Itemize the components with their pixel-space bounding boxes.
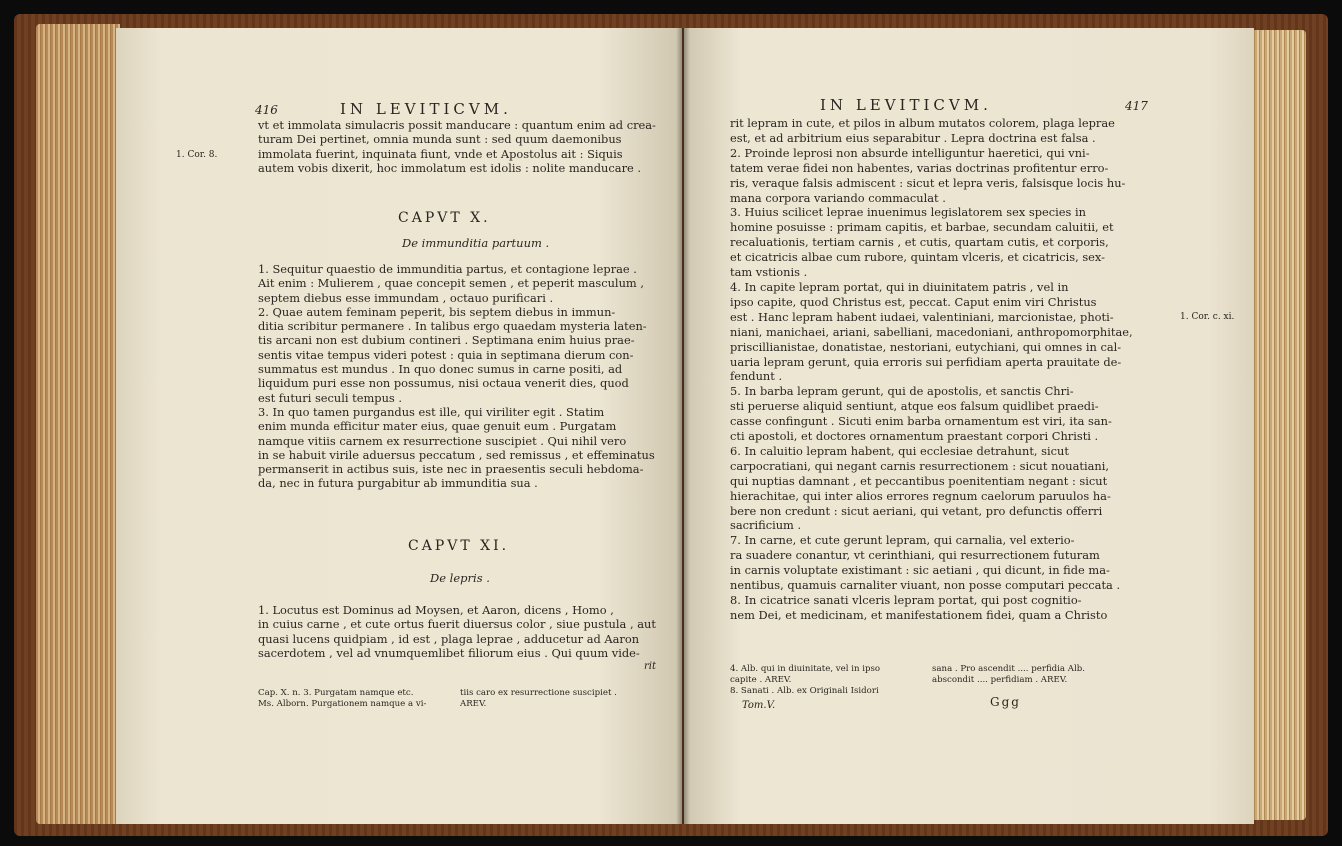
text-line: septem diebus esse immundam , octauo purificari . — [258, 290, 554, 305]
left-footnotes-col1 — [258, 688, 426, 710]
left-running-head: IN LEVITICVM. — [340, 100, 512, 118]
left-catchword: rit — [644, 661, 656, 672]
text-line: tis arcani non est dubium contineri . Septimana enim huius prae- — [258, 333, 635, 348]
footnote-line: 4. Alb. qui in diuinitate, vel in ipso — [730, 664, 881, 674]
text-line: nentibus, quamuis carnaliter viuant, non posse computari peccata . — [730, 578, 1121, 593]
text-line: nem Dei, et medicinam, et manifestationem fidei, quam a Christo — [730, 607, 1108, 622]
left-margin-reference: 1. Cor. 8. — [176, 150, 218, 160]
text-line: Ait enim : Mulierem , quae concepit semen , et peperit masculum , — [258, 276, 644, 291]
text-line: qui nuptias damnant , et peccantibus poenitentiam negant : sicut — [730, 473, 1108, 488]
text-line: 1. Locutus est Dominus ad Moysen, et Aaron, dicens , Homo , — [258, 603, 614, 617]
text-line: in cuius carne , et cute ortus fuerit diuersus color , siue pustula , aut — [258, 617, 656, 632]
right-running-head: IN LEVITICVM. — [820, 96, 992, 114]
text-line: vt et immolata simulacris possit manducare : quantum enim ad crea- — [258, 118, 656, 132]
chapter-x-subtitle: De immunditia partuum . — [402, 236, 550, 250]
text-line: in carnis voluptate existimant : sic aetiani , qui dicunt, in fide ma- — [730, 563, 1110, 578]
footnote-line: capite . AREV. — [730, 675, 792, 685]
chapter-xi-body — [258, 603, 674, 660]
text-line: carpocratiani, qui negant carnis resurrectionem : sicut nouatiani, — [730, 458, 1110, 473]
text-line: turam Dei pertinet, omnia munda sunt : sed quum daemonibus — [258, 132, 622, 147]
footnote-line: Ms. Alborn. Purgationem namque a vi- — [258, 699, 427, 709]
footnote-line: sana . Pro ascendit .... perfidia Alb. — [932, 664, 1085, 674]
chapter-x-heading: CAPVT X. — [398, 210, 491, 226]
text-line: homine posuisse : primam capitis, et barbae, secundam caluitii, et — [730, 220, 1114, 235]
text-line: est futuri seculi tempus . — [258, 390, 403, 405]
text-line: sacerdotem , vel ad vnumquemlibet filiorum eius . Qui quum vide- — [258, 645, 640, 660]
left-footnotes-col2 — [460, 688, 617, 710]
text-line: 7. In carne, et cute gerunt lepram, qui carnalia, vel exterio- — [730, 533, 1075, 548]
text-line: sacrificium . — [730, 518, 802, 533]
text-line: namque vitiis carnem ex resurrectione suscipiet . Qui nihil vero — [258, 433, 627, 448]
text-line: 2. Proinde leprosi non absurde intelliguntur haeretici, qui vni- — [730, 145, 1090, 160]
text-line: ris, veraque falsis admiscent : sicut et lepra veris, falsisque locis hu- — [730, 175, 1126, 190]
text-line: casse confingunt . Sicuti enim barba ornamentum est viri, ita san- — [730, 414, 1112, 429]
text-line: 6. In caluitio lepram habent, qui ecclesiae detrahunt, sicut — [730, 443, 1069, 458]
text-line: ditia scribitur permanere . In talibus ergo quaedam mysteria laten- — [258, 319, 647, 334]
volume-mark: Tom.V. — [742, 700, 776, 711]
text-line: 1. Sequitur quaestio de immunditia partus, et contagione leprae . — [258, 262, 637, 276]
text-line: 8. In cicatrice sanati vlceris lepram portat, qui post cognitio- — [730, 593, 1082, 607]
text-line: niani, manichaei, ariani, sabelliani, macedoniani, anthropomorphitae, — [730, 324, 1133, 339]
footnote-line: 8. Sanati . Alb. ex Originali Isidori — [730, 686, 879, 696]
text-line: 2. Quae autem feminam peperit, bis septem diebus in immun- — [258, 304, 616, 319]
text-line: liquidum puri esse non possumus, nisi octaua venerit dies, quod — [258, 376, 629, 391]
right-footnotes-col2 — [932, 664, 1085, 686]
text-line: hierachitae, qui inter alios errores regnum caelorum paruulos ha- — [730, 488, 1111, 503]
text-line: ipso capite, quod Christus est, peccat. Caput enim viri Christus — [730, 294, 1097, 309]
text-line: 4. In capite lepram portat, qui in diuinitatem patris , vel in — [730, 279, 1069, 294]
text-line: bere non credunt : sicut aeriani, qui vetant, pro defunctis offerri — [730, 503, 1103, 518]
text-line: sentis vitae tempus videri potest : quia in septimana dierum con- — [258, 347, 634, 362]
text-line: autem vobis dixerit, hoc immolatum est idolis : nolite manducare . — [258, 160, 641, 175]
text-line: cti apostoli, et doctores ornamentum praestant corpori Christi . — [730, 429, 1099, 444]
text-line: rit lepram in cute, et pilos in album mutatos colorem, plaga leprae — [730, 116, 1115, 130]
signature-mark: Ggg — [990, 695, 1021, 709]
left-page-edges — [36, 24, 120, 824]
footnote-line: AREV. — [460, 699, 487, 709]
text-line: ra suadere conantur, vt cerinthiani, qui resurrectionem futuram — [730, 548, 1100, 563]
footnote-line: Cap. X. n. 3. Purgatam namque etc. — [258, 688, 414, 698]
right-page-body — [730, 116, 1172, 623]
text-line: 3. Huius scilicet leprae inuenimus legislatorem sex species in — [730, 205, 1086, 220]
book-gutter — [676, 28, 690, 824]
right-footnotes-col1 — [730, 664, 880, 697]
text-line: recaluationis, tertiam carnis , et cutis, quartam cutis, et corporis, — [730, 235, 1109, 250]
text-line: tatem verae fidei non habentes, varias doctrinas profitentur erro- — [730, 160, 1109, 175]
text-line: tam vstionis . — [730, 265, 808, 280]
chapter-xi-subtitle: De lepris . — [430, 571, 490, 585]
text-line: fendunt . — [730, 369, 783, 384]
text-line: da, nec in futura purgabitur ab immunditia sua . — [258, 476, 538, 491]
text-line: quasi lucens quidpiam , id est , plaga leprae , adducetur ad Aaron — [258, 631, 640, 646]
text-line: immolata fuerint, inquinata fiunt, vnde et Apostolus ait : Siquis — [258, 146, 623, 161]
text-line: mana corpora variando commaculat . — [730, 190, 946, 205]
text-line: summatus est mundus . In quo donec sumus in carne positi, ad — [258, 362, 623, 377]
left-page-number: 416 — [255, 103, 278, 117]
chapter-xi-heading: CAPVT XI. — [408, 538, 510, 554]
text-line: permanserit in actibus suis, iste nec in praesentis seculi hebdoma- — [258, 462, 644, 477]
text-line: 5. In barba lepram gerunt, qui de apostolis, et sanctis Chri- — [730, 384, 1074, 399]
footnote-line: tiis caro ex resurrectione suscipiet . — [460, 688, 617, 698]
text-line: est . Hanc lepram habent iudaei, valentiniani, marcionistae, photi- — [730, 309, 1114, 324]
left-intro-text — [258, 118, 674, 175]
right-margin-reference: 1. Cor. c. xi. — [1180, 312, 1235, 322]
text-line: in se habuit virile aduersus peccatum , sed remissus , et effeminatus — [258, 447, 655, 462]
text-line: priscillianistae, donatistae, nestoriani, eutychiani, qui omnes in cal- — [730, 339, 1122, 354]
footnote-line: abscondit .... perfidiam . AREV. — [932, 675, 1068, 685]
text-line: enim munda efficitur mater eius, quae genuit eum . Purgatam — [258, 419, 617, 434]
text-line: 3. In quo tamen purgandus est ille, qui viriliter egit . Statim — [258, 404, 605, 419]
text-line: est, et ad arbitrium eius separabitur . Lepra doctrina est falsa . — [730, 130, 1096, 145]
text-line: uaria lepram gerunt, quia erroris sui perfidiam aperta prauitate de- — [730, 354, 1122, 369]
text-line: et cicatricis albae cum rubore, quintam vlceris, et cicatricis, sex- — [730, 250, 1105, 265]
chapter-x-body — [258, 262, 674, 491]
right-page-number: 417 — [1125, 99, 1148, 113]
right-page-edges — [1250, 30, 1306, 820]
text-line: sti peruerse aliquid sentiunt, atque eos falsum quidlibet praedi- — [730, 399, 1099, 414]
